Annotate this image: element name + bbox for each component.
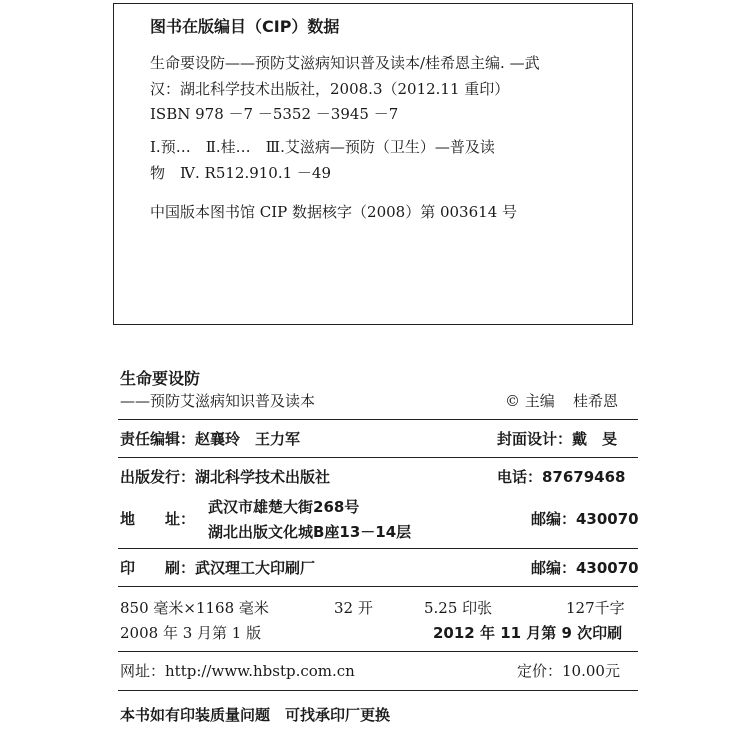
divider — [118, 586, 638, 587]
cip-line-publisher: 汉：湖北科学技术出版社，2008.3（2012.11 重印） — [150, 80, 510, 98]
printed-sheets: 5.25 印张 — [424, 599, 493, 617]
divider — [118, 548, 638, 549]
responsible-editor: 责任编辑：赵襄玲 王力军 — [120, 430, 301, 448]
book-format: 32 开 — [334, 599, 373, 617]
publisher-phone: 电话：87679468 — [497, 468, 626, 486]
divider — [118, 419, 638, 420]
printing-info: 2012 年 11 月第 9 次印刷 — [433, 624, 623, 642]
divider — [118, 690, 638, 691]
editor-label: © 主编 — [505, 392, 555, 410]
price: 定价：10.00元 — [517, 662, 620, 680]
address-label: 地 址： — [120, 510, 196, 528]
address-line1: 武汉市雄楚大街268号 — [208, 498, 360, 516]
paper-size: 850 毫米×1168 毫米 — [120, 599, 269, 617]
book-title: 生命要设防 — [120, 369, 201, 388]
cip-line-isbn: ISBN 978 －7 －5352 －3945 －7 — [150, 105, 399, 123]
editor-name: 桂希恩 — [573, 392, 619, 410]
cip-line-classification: Ⅰ.预… Ⅱ.桂… Ⅲ.艾滋病—预防（卫生）—普及读 — [150, 138, 495, 156]
cip-line-record-number: 中国版本图书馆 CIP 数据核字（2008）第 003614 号 — [150, 203, 518, 221]
address-line2: 湖北出版文化城B座13－14层 — [208, 523, 412, 541]
quality-notice: 本书如有印装质量问题 可找承印厂更换 — [120, 706, 391, 724]
printer-postcode: 邮编：430070 — [531, 559, 639, 577]
divider — [118, 651, 638, 652]
publisher-postcode: 邮编：430070 — [531, 510, 639, 528]
word-count: 127千字 — [566, 599, 625, 617]
cip-line-title: 生命要设防——预防艾滋病知识普及读本/桂希恩主编. —武 — [150, 54, 540, 72]
divider — [118, 457, 638, 458]
printer-label: 印 刷：武汉理工大印刷厂 — [120, 559, 316, 577]
cip-data-box — [113, 3, 633, 325]
cover-design: 封面设计：戴 旻 — [497, 430, 618, 448]
first-edition: 2008 年 3 月第 1 版 — [120, 624, 262, 642]
cip-title: 图书在版编目（CIP）数据 — [150, 17, 340, 36]
publisher-label: 出版发行：湖北科学技术出版社 — [120, 468, 331, 486]
website: 网址：http://www.hbstp.com.cn — [120, 662, 355, 680]
book-subtitle: ——预防艾滋病知识普及读本 — [120, 392, 316, 410]
cip-line-classification-cont: 物 Ⅳ. R512.910.1 －49 — [150, 164, 332, 182]
